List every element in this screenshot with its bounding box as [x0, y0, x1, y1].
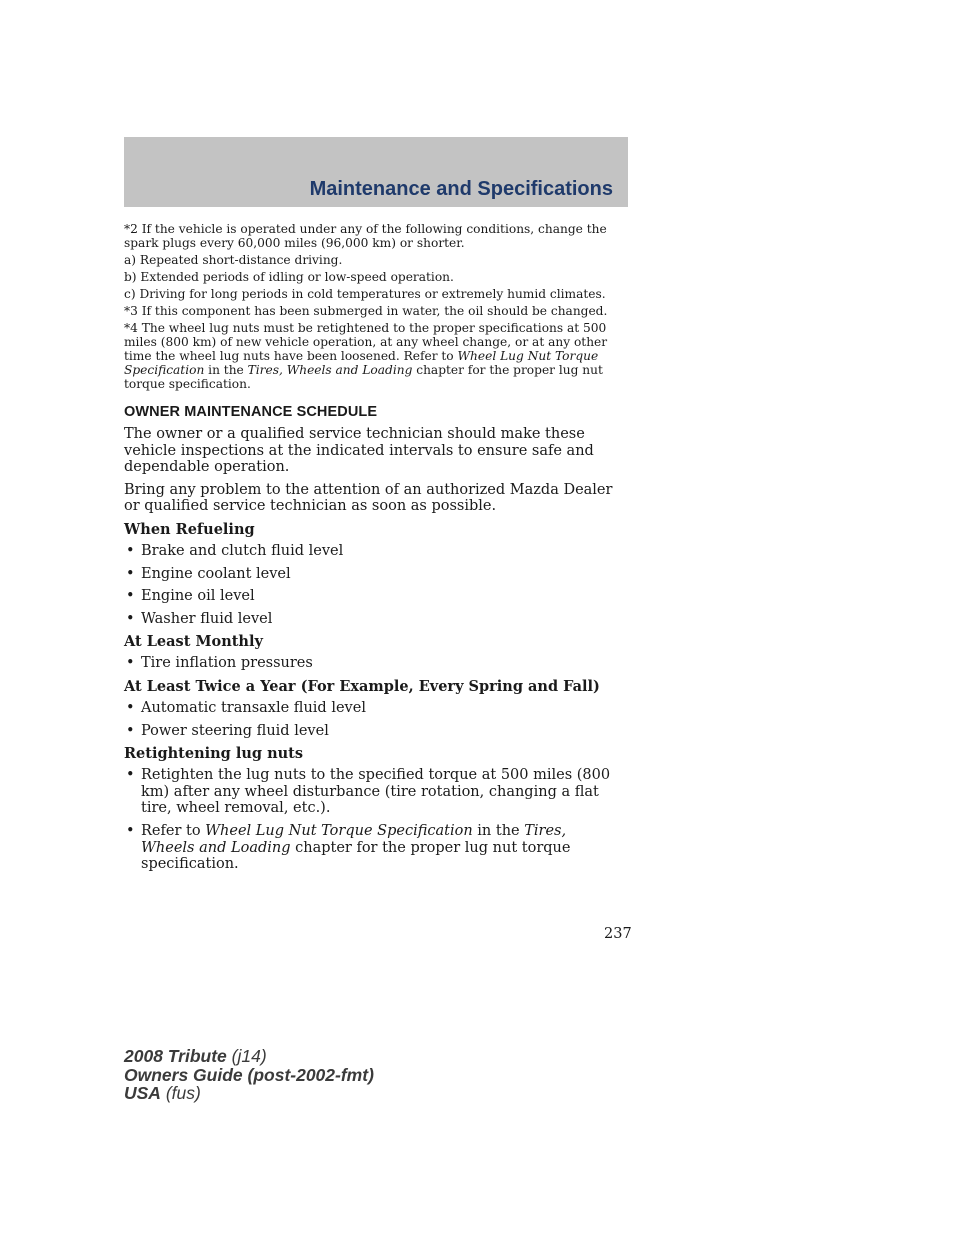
footnote-3: *3 If this component has been submerged in water, the oil should be changed. — [124, 304, 608, 318]
subhead-monthly: At Least Monthly — [124, 633, 263, 651]
list-item — [124, 543, 619, 560]
list-item-text: in the — [472, 822, 525, 839]
list-item — [124, 700, 619, 717]
bullet: • — [126, 542, 135, 559]
footnote-4-text: chapter for the proper lug nut torque specification. — [124, 363, 603, 391]
list-item-text: Brake and clutch fluid level — [141, 542, 344, 559]
footer-model-code: (j14) — [226, 1046, 267, 1066]
list-item-text: Washer fluid level — [141, 610, 273, 627]
document-footer — [124, 1047, 374, 1103]
list-item — [124, 823, 619, 873]
bullet: • — [126, 699, 135, 716]
refueling-list — [124, 543, 619, 627]
footnote-4 — [124, 321, 619, 391]
footer-market-code: (fus) — [160, 1083, 201, 1103]
subhead-refueling: When Refueling — [124, 520, 255, 538]
footnote-2: *2 If the vehicle is operated under any of the following conditions, change the spark plugs every 60,000 miles (96,000 km) or shorter. — [124, 222, 607, 250]
page-number: 237 — [604, 926, 632, 942]
footnote-4-ref: Wheel Lug Nut Torque Specification — [124, 349, 599, 377]
list-item-text: Engine oil level — [141, 588, 255, 605]
footer-line-3 — [124, 1084, 374, 1103]
monthly-list — [124, 655, 619, 672]
lug-nuts-list — [124, 767, 619, 873]
list-item — [124, 655, 619, 672]
dealer-paragraph: Bring any problem to the attention of an authorized Mazda Dealer or qualified service technician as soon as possible. — [124, 481, 613, 515]
section-heading: OWNER MAINTENANCE SCHEDULE — [124, 404, 378, 420]
footer-model: 2008 Tribute — [124, 1046, 227, 1066]
footnote-4-chapter: Tires, Wheels and Loading — [247, 363, 413, 377]
bullet: • — [126, 610, 135, 627]
chapter-title: Maintenance and Specifications — [309, 178, 613, 200]
list-item-text: Tire inflation pressures — [141, 655, 313, 672]
bullet: • — [126, 565, 135, 582]
list-item — [124, 588, 619, 605]
list-item-text: Power steering fluid level — [141, 722, 329, 739]
footnote-4-text: in the — [204, 363, 248, 377]
intro-paragraph: The owner or a qualified service technician should make these vehicle inspections at the indicated intervals to ensure safe and dependable operation. — [124, 426, 594, 476]
subhead-twice-year: At Least Twice a Year (For Example, Every Spring and Fall) — [124, 677, 600, 695]
chapter-header-band — [124, 137, 628, 207]
list-item-text: chapter for the proper lug nut torque specification. — [141, 839, 571, 873]
list-item-ref: Wheel Lug Nut Torque Specification — [205, 822, 473, 839]
footnote-2c: c) Driving for long periods in cold temperatures or extremely humid climates. — [124, 287, 606, 301]
footnote-2a: a) Repeated short-distance driving. — [124, 253, 343, 267]
list-item — [124, 723, 619, 740]
list-item — [124, 611, 619, 628]
footnote-2b: b) Extended periods of idling or low-speed operation. — [124, 270, 454, 284]
bullet: • — [126, 767, 135, 784]
footer-line-1 — [124, 1047, 374, 1066]
list-item-text: Refer to — [141, 822, 206, 839]
list-item — [124, 767, 619, 817]
page-content — [124, 222, 619, 879]
twice-year-list — [124, 700, 619, 739]
footnote-4-text: *4 The wheel lug nuts must be retightened to the proper specifications at 500 miles (800 km) of new vehicle operation, at any wheel change, or at any other time the wheel lug nuts have been loosened. Refer to — [124, 321, 608, 363]
footer-market: USA — [124, 1083, 161, 1103]
footer-guide: Owners Guide (post-2002-fmt) — [124, 1064, 374, 1085]
list-item-text: Engine coolant level — [141, 565, 291, 582]
list-item-text: Retighten the lug nuts to the specified torque at 500 miles (800 km) after any wheel disturbance (tire rotation, changing a flat tire, wheel removal, etc.). — [141, 767, 611, 817]
list-item — [124, 566, 619, 583]
bullet: • — [126, 655, 135, 672]
list-item-text: Automatic transaxle fluid level — [141, 699, 366, 716]
bullet: • — [126, 588, 135, 605]
bullet: • — [126, 722, 135, 739]
bullet: • — [126, 822, 135, 839]
list-item-chapter: Tires, Wheels and Loading — [141, 822, 567, 856]
footer-line-2 — [124, 1066, 374, 1085]
subhead-lug-nuts: Retightening lug nuts — [124, 745, 304, 763]
